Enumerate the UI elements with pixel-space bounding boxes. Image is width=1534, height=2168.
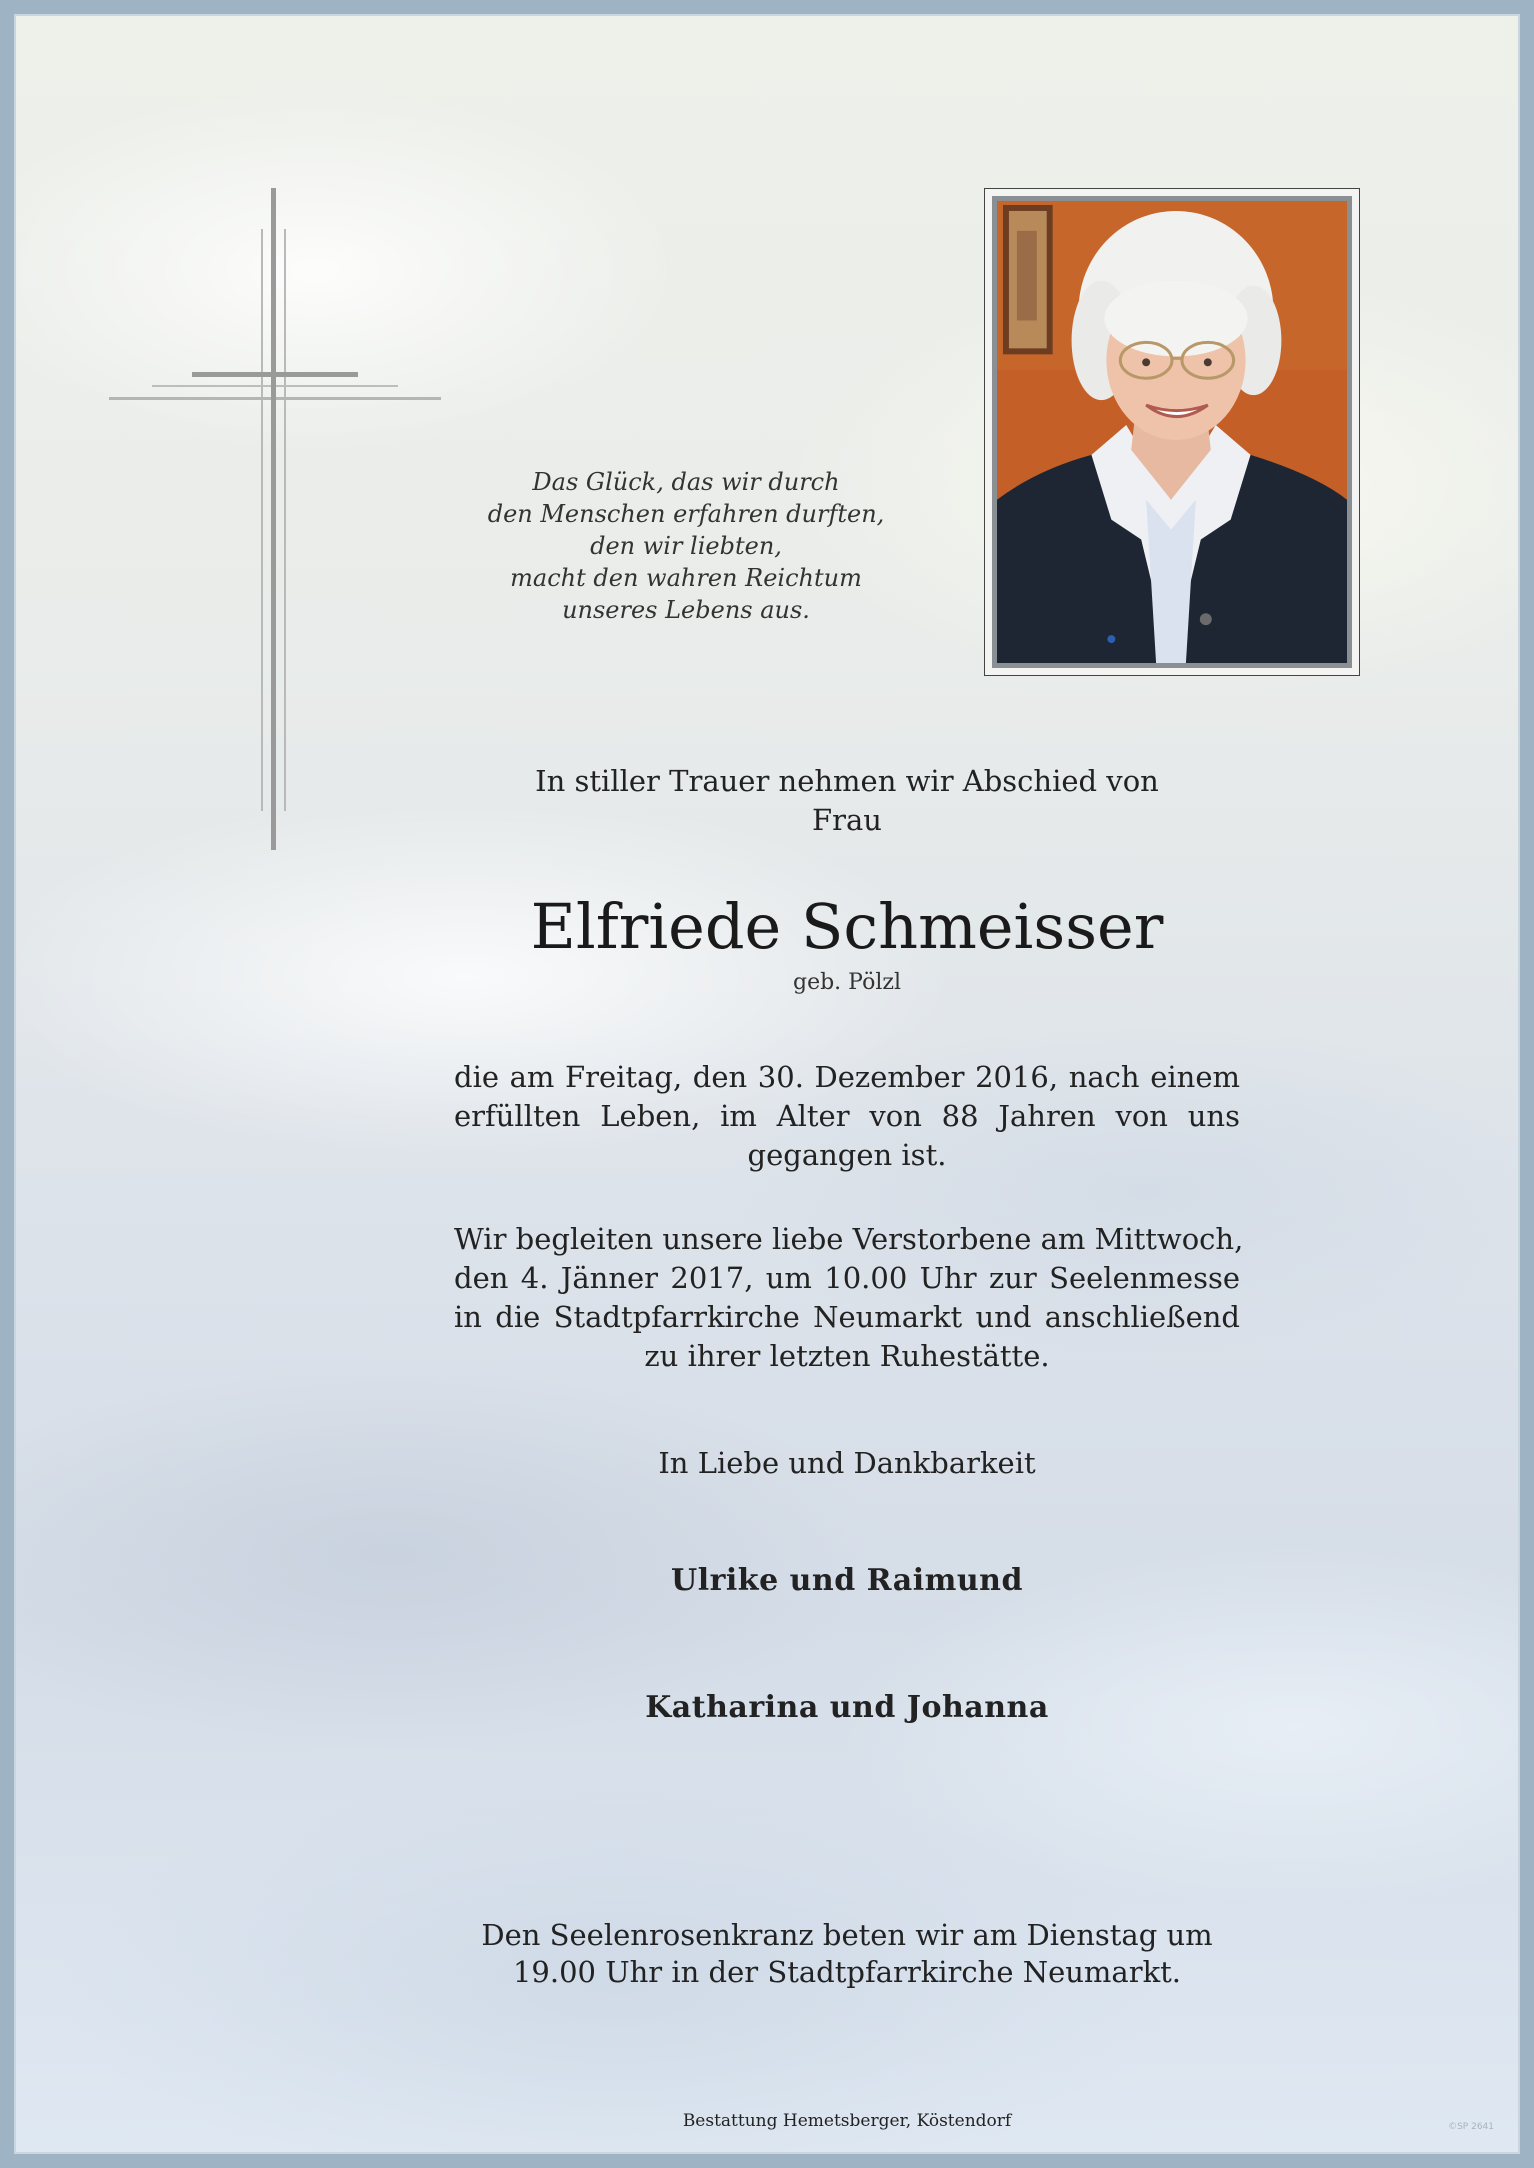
quote-line: den wir liebten, <box>590 532 782 560</box>
death-notice <box>454 1058 1240 1175</box>
portrait-frame <box>984 188 1360 676</box>
quote-line: unseres Lebens aus. <box>562 596 810 624</box>
cross-horizontal-upper-line <box>152 385 398 387</box>
birth-name: geb. Pölzl <box>793 970 901 995</box>
cross-horizontal-lower-line <box>109 397 441 400</box>
quote-line: macht den wahren Reichtum <box>510 564 862 592</box>
portrait-illustration <box>997 201 1347 663</box>
closing-text: In Liebe und Dankbarkeit <box>658 1446 1036 1480</box>
intro-line: In stiller Trauer nehmen wir Abschied von <box>535 764 1159 798</box>
funeral-line: zu ihrer letzten Ruhestätte. <box>644 1339 1050 1373</box>
funeral-notice <box>454 1220 1244 1376</box>
quote-line: den Menschen erfahren durften, <box>487 500 885 528</box>
funeral-line: in die Stadtpfarrkirche Neumarkt und anschließend <box>454 1300 1240 1334</box>
document-code: ©SP 2641 <box>1448 2122 1494 2132</box>
mourner-name: Ulrike und Raimund <box>671 1563 1023 1598</box>
intro-text <box>454 762 1240 840</box>
cross-vertical-left-line <box>261 229 263 811</box>
funeral-line: Wir begleiten unsere liebe Verstorbene am Mittwoch, <box>454 1222 1244 1256</box>
deceased-name: Elfriede Schmeisser <box>530 890 1164 963</box>
cross-vertical-right-line <box>284 229 286 811</box>
intro-title: Frau <box>812 803 882 837</box>
undertaker-credit: Bestattung Hemetsberger, Köstendorf <box>682 2111 1012 2131</box>
rosary-line: Den Seelenrosenkranz beten wir am Dienstag um <box>481 1918 1213 1952</box>
death-notice-line: gegangen ist. <box>747 1138 947 1172</box>
portrait-photo <box>997 201 1347 663</box>
death-notice-line: erfüllten Leben, im Alter von 88 Jahren von uns <box>454 1099 1240 1133</box>
cross-vertical-beam <box>271 188 276 850</box>
memorial-quote <box>454 466 918 626</box>
death-notice-line: die am Freitag, den 30. Dezember 2016, nach einem <box>454 1060 1240 1094</box>
cross-horizontal-beam <box>192 372 358 377</box>
rosary-notice <box>454 1917 1240 1991</box>
rosary-line: 19.00 Uhr in der Stadtpfarrkirche Neumarkt. <box>512 1955 1182 1989</box>
portrait-mat <box>992 196 1352 668</box>
funeral-line: den 4. Jänner 2017, um 10.00 Uhr zur Seelenmesse <box>454 1261 1240 1295</box>
mourner-name: Katharina und Johanna <box>645 1690 1049 1725</box>
quote-line: Das Glück, das wir durch <box>532 468 840 496</box>
